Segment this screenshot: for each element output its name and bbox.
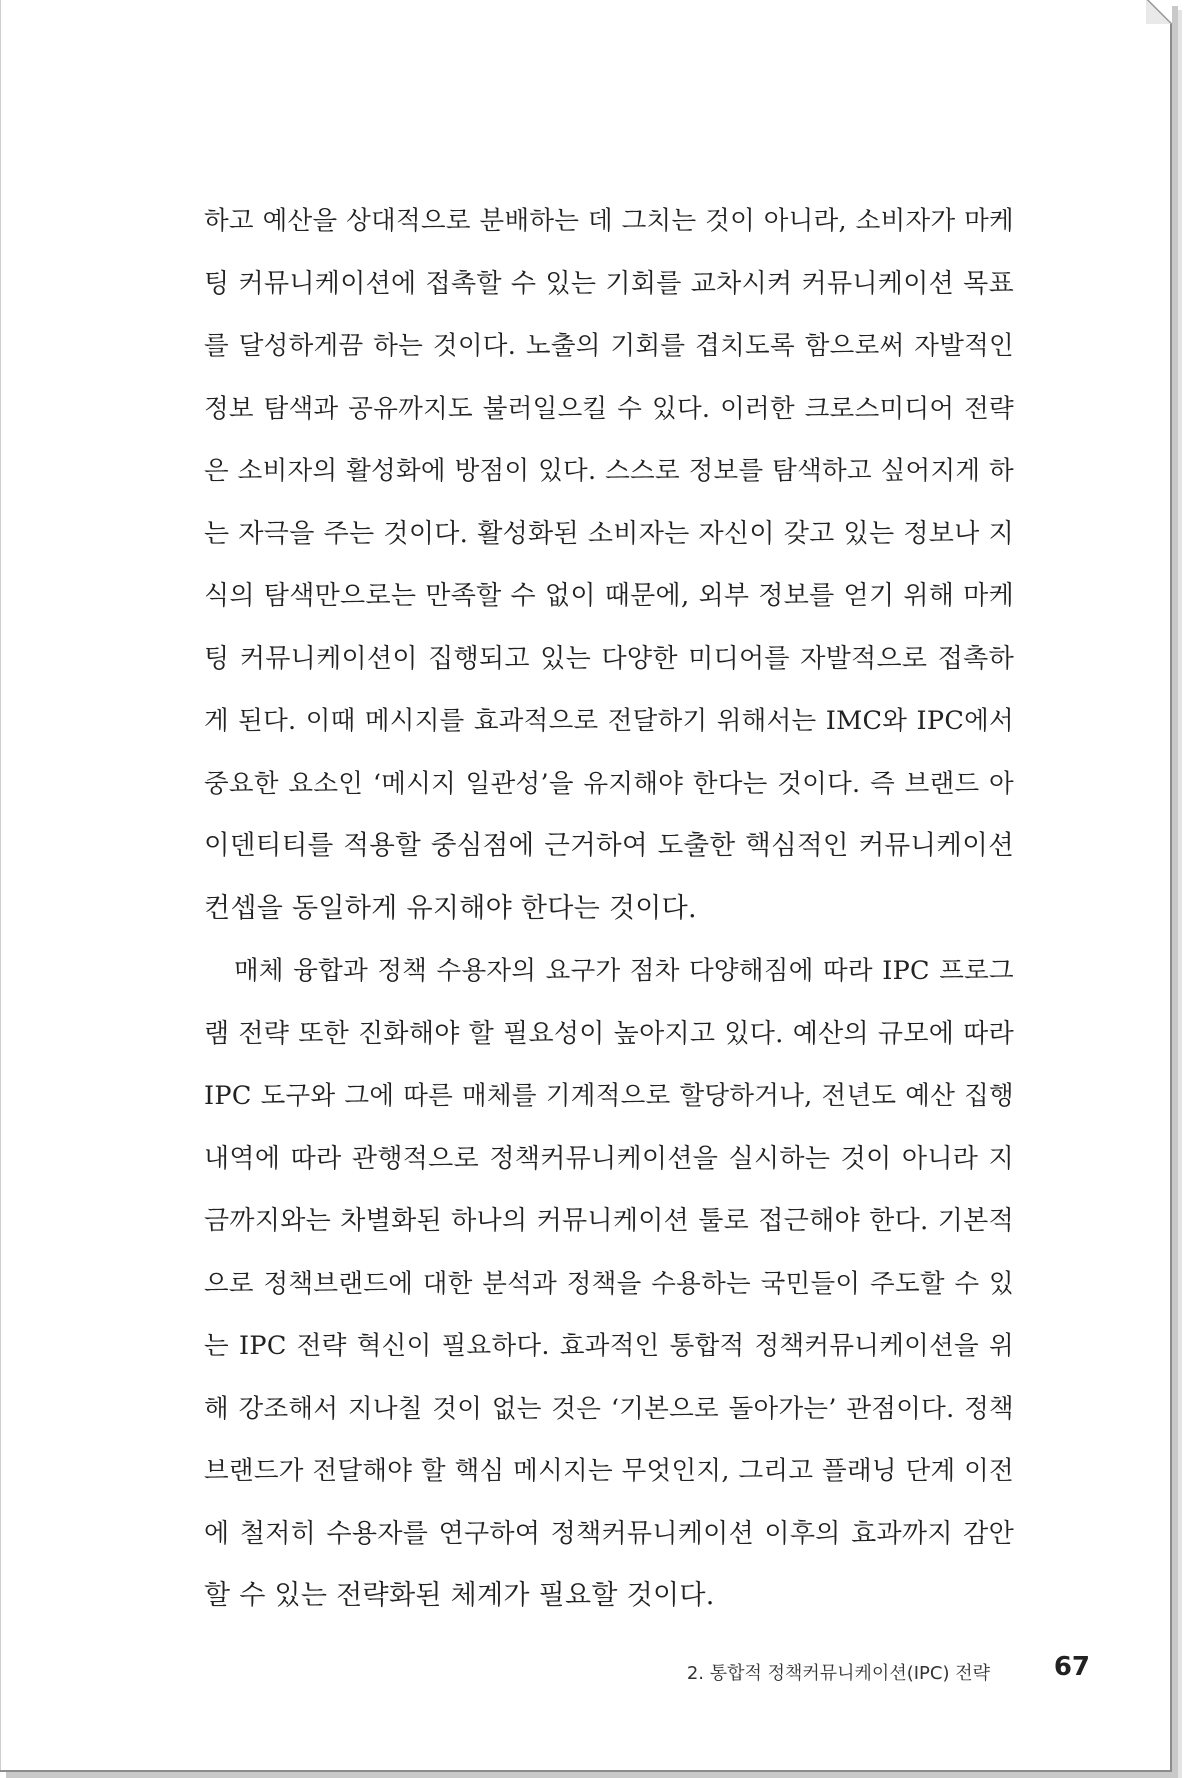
text-line: 를 달성하게끔 하는 것이다. 노출의 기회를 겹치도록 함으로써 자발적인 (204, 331, 1014, 361)
text-line: 해 강조해서 지나칠 것이 없는 것은 ‘기본으로 돌아가는’ 관점이다. 정책 (204, 1393, 1014, 1424)
text-line: 은 소비자의 활성화에 방점이 있다. 스스로 정보를 탐색하고 싶어지게 하 (204, 456, 1014, 486)
paragraph-1 (204, 190, 1014, 940)
text-line: IPC 도구와 그에 따른 매체를 기계적으로 할당하거나, 전년도 예산 집행 (204, 1081, 1014, 1111)
text-line: 중요한 요소인 ‘메시지 일관성’을 유지해야 한다는 것이다. 즉 브랜드 아 (204, 768, 1014, 799)
text-line: 램 전략 또한 진화해야 할 필요성이 높아지고 있다. 예산의 규모에 따라 (204, 1018, 1014, 1049)
text-line: 이덴티티를 적용할 중심점에 근거하여 도출한 핵심적인 커뮤니케이션 (204, 830, 1014, 861)
text-line: 는 IPC 전략 혁신이 필요하다. 효과적인 통합적 정책커뮤니케이션을 위 (204, 1331, 1014, 1361)
text-line: 할 수 있는 전략화된 체계가 필요할 것이다. (204, 1580, 715, 1611)
text-line: 팅 커뮤니케이션에 접촉할 수 있는 기회를 교차시켜 커뮤니케이션 목표 (204, 268, 1014, 299)
running-head: 2. 통합적 정책커뮤니케이션(IPC) 전략 (686, 1663, 990, 1684)
text-line: 브랜드가 전달해야 할 핵심 메시지는 무엇인지, 그리고 플래닝 단계 이전 (204, 1456, 1014, 1486)
page-number: 67 (1053, 1652, 1090, 1682)
body-text (204, 190, 1014, 1628)
text-line: 으로 정책브랜드에 대한 분석과 정책을 수용하는 국민들이 주도할 수 있 (204, 1268, 1014, 1299)
text-line: 에 철저히 수용자를 연구하여 정책커뮤니케이션 이후의 효과까지 감안 (204, 1518, 1014, 1549)
text-line: 내역에 따라 관행적으로 정책커뮤니케이션을 실시하는 것이 아니라 지 (204, 1143, 1014, 1174)
text-line: 정보 탐색과 공유까지도 불러일으킬 수 있다. 이러한 크로스미디어 전략 (204, 393, 1014, 424)
text-line: 금까지와는 차별화된 하나의 커뮤니케이션 툴로 접근해야 한다. 기본적 (204, 1206, 1014, 1236)
paragraph-2 (204, 940, 1014, 1628)
text-line: 하고 예산을 상대적으로 분배하는 데 그치는 것이 아니라, 소비자가 마케 (204, 206, 1014, 236)
page-corner-fold (1146, 0, 1172, 24)
text-line: 식의 탐색만으로는 만족할 수 없이 때문에, 외부 정보를 얻기 위해 마케 (204, 581, 1014, 611)
page-footer (560, 1652, 1090, 1692)
text-line: 매체 융합과 정책 수용자의 요구가 점차 다양해짐에 따라 IPC 프로그 (234, 956, 1014, 986)
text-line: 는 자극을 주는 것이다. 활성화된 소비자는 자신이 갖고 있는 정보나 지 (204, 518, 1014, 549)
text-line: 게 된다. 이때 메시지를 효과적으로 전달하기 위해서는 IMC와 IPC에서 (204, 706, 1014, 736)
text-line: 팅 커뮤니케이션이 집행되고 있는 다양한 미디어를 자발적으로 접촉하 (204, 643, 1014, 674)
text-line: 컨셉을 동일하게 유지해야 한다는 것이다. (204, 892, 697, 924)
